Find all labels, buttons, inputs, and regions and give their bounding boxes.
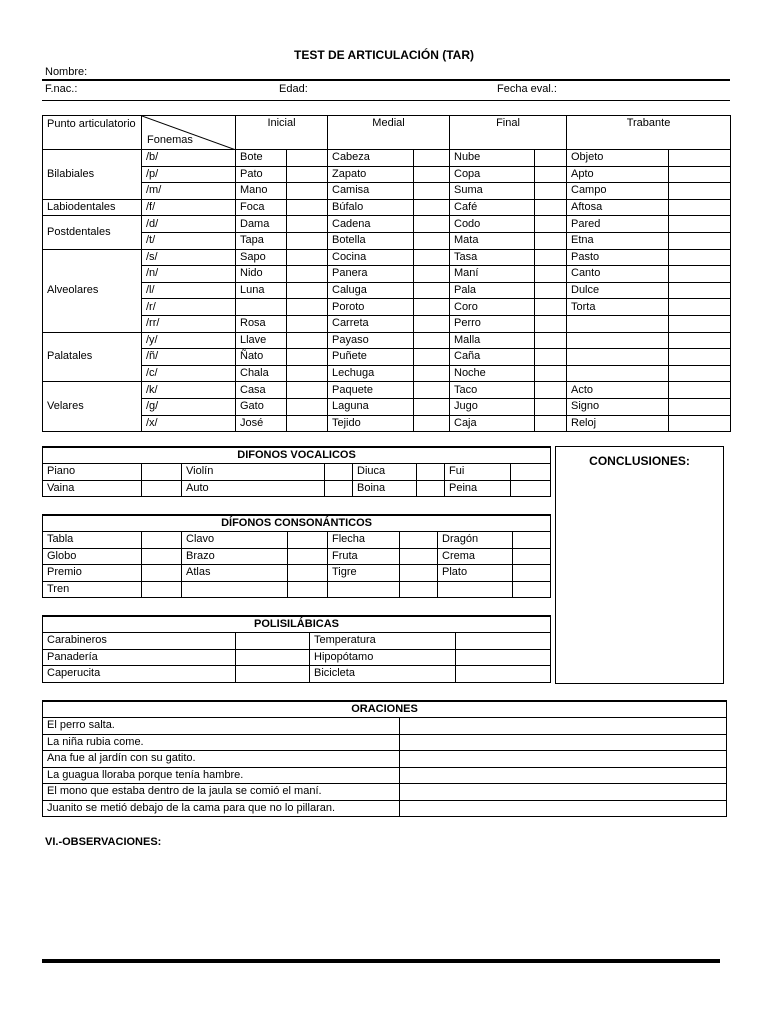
final-word-cell: Caña: [450, 349, 535, 366]
vocalico-word-cell: Diuca: [353, 464, 417, 481]
vocalico-word-cell: Vaina: [43, 480, 142, 497]
inicial-word-cell: Sapo: [236, 249, 287, 266]
inicial-word-cell: Bote: [236, 150, 287, 167]
consonantico-word-cell: [182, 581, 288, 598]
oracion-response-cell[interactable]: [400, 734, 727, 751]
conclusiones-box: [555, 446, 724, 684]
medial-word-cell: Cadena: [328, 216, 414, 233]
page-title: TEST DE ARTICULACIÓN (TAR): [294, 48, 474, 62]
polisilabica-word-cell: Carabineros: [43, 633, 236, 650]
medial-response-cell[interactable]: [414, 232, 450, 249]
table-row: [43, 734, 727, 751]
inicial-response-cell[interactable]: [287, 249, 328, 266]
oracion-response-cell[interactable]: [400, 800, 727, 817]
fecha-eval-label: Fecha eval.:: [497, 83, 557, 95]
vocalico-response-cell[interactable]: [142, 464, 182, 481]
articulation-table: [42, 115, 731, 432]
oracion-response-cell[interactable]: [400, 718, 727, 735]
table-row: [43, 282, 731, 299]
final-word-cell: Perro: [450, 315, 535, 332]
fonema-cell: /k/: [142, 382, 236, 399]
inicial-response-cell[interactable]: [287, 349, 328, 366]
trabante-word-cell: [567, 365, 669, 382]
oracion-response-cell[interactable]: [400, 767, 727, 784]
trabante-word-cell: [567, 315, 669, 332]
trabante-word-cell: Campo: [567, 183, 669, 200]
trabante-response-cell[interactable]: [669, 150, 731, 167]
inicial-response-cell[interactable]: [287, 315, 328, 332]
vocalico-word-cell: Boina: [353, 480, 417, 497]
medial-response-cell[interactable]: [414, 299, 450, 316]
consonantico-word-cell: Brazo: [182, 548, 288, 565]
trabante-response-cell[interactable]: [669, 199, 731, 216]
trabante-response-cell[interactable]: [669, 398, 731, 415]
final-word-cell: Nube: [450, 150, 535, 167]
medial-response-cell[interactable]: [414, 398, 450, 415]
inicial-response-cell[interactable]: [287, 282, 328, 299]
consonantico-response-cell[interactable]: [288, 565, 328, 582]
inicial-word-cell: Pato: [236, 166, 287, 183]
fonemas-header: [142, 116, 236, 150]
final-response-cell[interactable]: [535, 150, 567, 167]
trabante-word-cell: Torta: [567, 299, 669, 316]
trabante-response-cell[interactable]: [669, 365, 731, 382]
vocalico-response-cell[interactable]: [417, 464, 445, 481]
consonantico-word-cell: Tabla: [43, 532, 142, 549]
table-row: [43, 382, 731, 399]
inicial-word-cell: José: [236, 415, 287, 432]
table-row: [43, 649, 551, 666]
table-row: [43, 548, 551, 565]
final-response-cell[interactable]: [535, 199, 567, 216]
final-response-cell[interactable]: [535, 315, 567, 332]
trabante-word-cell: Aftosa: [567, 199, 669, 216]
punto-articulatorio-cell: Labiodentales: [43, 199, 142, 216]
medial-word-cell: Poroto: [328, 299, 414, 316]
trabante-response-cell[interactable]: [669, 232, 731, 249]
oracion-cell: La niña rubia come.: [43, 734, 400, 751]
trabante-word-cell: Dulce: [567, 282, 669, 299]
consonantico-response-cell[interactable]: [400, 581, 438, 598]
consonantico-response-cell[interactable]: [142, 581, 182, 598]
fonema-cell: /r/: [142, 299, 236, 316]
table-row: [43, 767, 727, 784]
table-row: [43, 415, 731, 432]
table-row: [43, 166, 731, 183]
vocalico-word-cell: Fui: [445, 464, 511, 481]
inicial-response-cell[interactable]: [287, 199, 328, 216]
vocalico-response-cell[interactable]: [325, 480, 353, 497]
difonos-consonanticos-title: DÍFONOS CONSONÁNTICOS: [43, 515, 551, 532]
medial-response-cell[interactable]: [414, 199, 450, 216]
trabante-word-cell: [567, 332, 669, 349]
final-response-cell[interactable]: [535, 216, 567, 233]
fnac-row: [42, 81, 730, 101]
table-row: [43, 266, 731, 283]
medial-response-cell[interactable]: [414, 216, 450, 233]
table-row: [43, 315, 731, 332]
inicial-response-cell[interactable]: [287, 166, 328, 183]
polisilabicas-title: POLISILÁBICAS: [43, 616, 551, 633]
final-response-cell[interactable]: [535, 299, 567, 316]
consonantico-word-cell: Clavo: [182, 532, 288, 549]
inicial-response-cell[interactable]: [287, 232, 328, 249]
polisilabica-word-cell: Hipopótamo: [310, 649, 456, 666]
medial-response-cell[interactable]: [414, 166, 450, 183]
consonantico-response-cell[interactable]: [142, 548, 182, 565]
medial-word-cell: Cocina: [328, 249, 414, 266]
difonos-consonanticos-table: [42, 514, 551, 598]
inicial-response-cell[interactable]: [287, 150, 328, 167]
trabante-word-cell: Acto: [567, 382, 669, 399]
medial-response-cell[interactable]: [414, 415, 450, 432]
consonantico-response-cell[interactable]: [513, 565, 551, 582]
inicial-word-cell: Llave: [236, 332, 287, 349]
final-word-cell: Noche: [450, 365, 535, 382]
final-word-cell: Suma: [450, 183, 535, 200]
final-word-cell: Taco: [450, 382, 535, 399]
table-row: [43, 299, 731, 316]
table-row: [43, 365, 731, 382]
final-word-cell: Pala: [450, 282, 535, 299]
fonema-cell: /p/: [142, 166, 236, 183]
final-word-cell: Jugo: [450, 398, 535, 415]
inicial-word-cell: Chala: [236, 365, 287, 382]
medial-response-cell[interactable]: [414, 315, 450, 332]
consonantico-response-cell[interactable]: [513, 532, 551, 549]
inicial-word-cell: Nido: [236, 266, 287, 283]
medial-response-cell[interactable]: [414, 249, 450, 266]
polisilabica-word-cell: Bicicleta: [310, 666, 456, 683]
trabante-response-cell[interactable]: [669, 216, 731, 233]
medial-response-cell[interactable]: [414, 349, 450, 366]
oraciones-title: ORACIONES: [43, 701, 727, 718]
consonantico-response-cell[interactable]: [142, 532, 182, 549]
fonema-cell: /m/: [142, 183, 236, 200]
fonema-cell: /rr/: [142, 315, 236, 332]
final-response-cell[interactable]: [535, 332, 567, 349]
punto-articulatorio-cell: Alveolares: [43, 249, 142, 332]
consonantico-word-cell: Fruta: [328, 548, 400, 565]
trabante-word-cell: Objeto: [567, 150, 669, 167]
inicial-response-cell[interactable]: [287, 415, 328, 432]
polisilabica-word-cell: Temperatura: [310, 633, 456, 650]
inicial-word-cell: Tapa: [236, 232, 287, 249]
consonantico-word-cell: Globo: [43, 548, 142, 565]
vocalico-word-cell: Auto: [182, 480, 325, 497]
polisilabica-response-cell[interactable]: [456, 649, 551, 666]
fonema-cell: /c/: [142, 365, 236, 382]
medial-word-cell: Payaso: [328, 332, 414, 349]
inicial-word-cell: Mano: [236, 183, 287, 200]
table-row: [43, 183, 731, 200]
trabante-word-cell: Etna: [567, 232, 669, 249]
trabante-word-cell: Pasto: [567, 249, 669, 266]
nombre-label: Nombre:: [45, 66, 88, 78]
final-response-cell[interactable]: [535, 349, 567, 366]
inicial-word-cell: Foca: [236, 199, 287, 216]
final-response-cell[interactable]: [535, 282, 567, 299]
oracion-cell: El perro salta.: [43, 718, 400, 735]
fonemas-label: Fonemas: [147, 134, 193, 146]
vocalico-word-cell: Peina: [445, 480, 511, 497]
consonantico-word-cell: [328, 581, 400, 598]
trabante-response-cell[interactable]: [669, 382, 731, 399]
final-response-cell[interactable]: [535, 365, 567, 382]
final-response-cell[interactable]: [535, 415, 567, 432]
medial-word-cell: Zapato: [328, 166, 414, 183]
table-row: [43, 800, 727, 817]
fonema-cell: /g/: [142, 398, 236, 415]
medial-word-cell: Búfalo: [328, 199, 414, 216]
final-word-cell: Copa: [450, 166, 535, 183]
final-response-cell[interactable]: [535, 183, 567, 200]
table-row: [43, 150, 731, 167]
inicial-response-cell[interactable]: [287, 183, 328, 200]
medial-word-cell: Botella: [328, 232, 414, 249]
oraciones-table: [42, 700, 727, 817]
consonantico-response-cell[interactable]: [400, 548, 438, 565]
fnac-label: F.nac.:: [45, 83, 78, 95]
inicial-word-cell: [236, 299, 287, 316]
consonantico-word-cell: [438, 581, 513, 598]
table-row: [43, 232, 731, 249]
consonantico-response-cell[interactable]: [288, 532, 328, 549]
medial-word-cell: Panera: [328, 266, 414, 283]
final-word-cell: Mata: [450, 232, 535, 249]
consonantico-response-cell[interactable]: [513, 548, 551, 565]
punto-articulatorio-cell: Postdentales: [43, 216, 142, 249]
final-response-cell[interactable]: [535, 232, 567, 249]
table-row: [43, 332, 731, 349]
medial-word-cell: Carreta: [328, 315, 414, 332]
medial-response-cell[interactable]: [414, 365, 450, 382]
trabante-word-cell: Reloj: [567, 415, 669, 432]
trabante-response-cell[interactable]: [669, 349, 731, 366]
inicial-word-cell: Luna: [236, 282, 287, 299]
medial-word-cell: Puñete: [328, 349, 414, 366]
medial-response-cell[interactable]: [414, 332, 450, 349]
medial-response-cell[interactable]: [414, 183, 450, 200]
col-header-trabante: Trabante: [567, 116, 731, 150]
table-row: [43, 581, 551, 598]
final-response-cell[interactable]: [535, 249, 567, 266]
medial-response-cell[interactable]: [414, 282, 450, 299]
table-row: [43, 398, 731, 415]
trabante-response-cell[interactable]: [669, 332, 731, 349]
polisilabica-response-cell[interactable]: [456, 666, 551, 683]
table-row: [43, 216, 731, 233]
trabante-response-cell[interactable]: [669, 282, 731, 299]
table-row: [43, 199, 731, 216]
final-word-cell: Tasa: [450, 249, 535, 266]
vocalico-word-cell: Violín: [182, 464, 325, 481]
punto-articulatorio-cell: Bilabiales: [43, 150, 142, 200]
consonantico-response-cell[interactable]: [288, 581, 328, 598]
table-row: [43, 666, 551, 683]
oracion-response-cell[interactable]: [400, 751, 727, 768]
table-row: [43, 532, 551, 549]
consonantico-response-cell[interactable]: [142, 565, 182, 582]
inicial-response-cell[interactable]: [287, 365, 328, 382]
polisilabicas-table: [42, 615, 551, 683]
medial-word-cell: Caluga: [328, 282, 414, 299]
polisilabica-word-cell: Panadería: [43, 649, 236, 666]
table-row: [43, 751, 727, 768]
difonos-vocalicos-table: [42, 446, 551, 497]
vocalico-response-cell[interactable]: [511, 464, 551, 481]
consonantico-word-cell: Dragón: [438, 532, 513, 549]
col-header-inicial: Inicial: [236, 116, 328, 150]
bottom-divider: [42, 959, 720, 963]
medial-response-cell[interactable]: [414, 382, 450, 399]
final-word-cell: Coro: [450, 299, 535, 316]
polisilabica-response-cell[interactable]: [456, 633, 551, 650]
consonantico-word-cell: Atlas: [182, 565, 288, 582]
trabante-word-cell: Canto: [567, 266, 669, 283]
table-row: [43, 633, 551, 650]
polisilabica-response-cell[interactable]: [236, 649, 310, 666]
fonema-cell: /f/: [142, 199, 236, 216]
final-word-cell: Café: [450, 199, 535, 216]
medial-word-cell: Camisa: [328, 183, 414, 200]
consonantico-word-cell: Tren: [43, 581, 142, 598]
inicial-word-cell: Gato: [236, 398, 287, 415]
trabante-word-cell: [567, 349, 669, 366]
table-row: [43, 249, 731, 266]
table-row: [43, 565, 551, 582]
inicial-word-cell: Dama: [236, 216, 287, 233]
observaciones-label: VI.-OBSERVACIONES:: [45, 836, 162, 848]
edad-label: Edad:: [279, 83, 308, 95]
table-row: [43, 464, 551, 481]
trabante-response-cell[interactable]: [669, 315, 731, 332]
col-header-medial: Medial: [328, 116, 450, 150]
medial-word-cell: Lechuga: [328, 365, 414, 382]
consonantico-word-cell: Flecha: [328, 532, 400, 549]
nombre-row: [42, 65, 730, 81]
consonantico-word-cell: Premio: [43, 565, 142, 582]
table-row: [43, 349, 731, 366]
trabante-response-cell[interactable]: [669, 249, 731, 266]
final-word-cell: Caja: [450, 415, 535, 432]
fonema-cell: /l/: [142, 282, 236, 299]
consonantico-response-cell[interactable]: [513, 581, 551, 598]
vocalico-word-cell: Piano: [43, 464, 142, 481]
table-row: [43, 784, 727, 801]
medial-response-cell[interactable]: [414, 266, 450, 283]
consonantico-response-cell[interactable]: [400, 532, 438, 549]
trabante-response-cell[interactable]: [669, 183, 731, 200]
inicial-word-cell: Casa: [236, 382, 287, 399]
consonantico-response-cell[interactable]: [400, 565, 438, 582]
table-row: [43, 718, 727, 735]
medial-word-cell: Paquete: [328, 382, 414, 399]
trabante-response-cell[interactable]: [669, 299, 731, 316]
inicial-response-cell[interactable]: [287, 299, 328, 316]
punto-articulatorio-cell: Velares: [43, 382, 142, 432]
consonantico-response-cell[interactable]: [288, 548, 328, 565]
polisilabica-response-cell[interactable]: [236, 666, 310, 683]
trabante-word-cell: Pared: [567, 216, 669, 233]
final-response-cell[interactable]: [535, 266, 567, 283]
inicial-response-cell[interactable]: [287, 266, 328, 283]
table-row: [43, 480, 551, 497]
consonantico-word-cell: Plato: [438, 565, 513, 582]
conclusiones-label: CONCLUSIONES:: [589, 454, 690, 468]
final-response-cell[interactable]: [535, 166, 567, 183]
fonema-cell: /n/: [142, 266, 236, 283]
punto-articulatorio-header: Punto articulatorio: [43, 116, 142, 150]
inicial-word-cell: Rosa: [236, 315, 287, 332]
medial-word-cell: Cabeza: [328, 150, 414, 167]
fonema-cell: /d/: [142, 216, 236, 233]
medial-response-cell[interactable]: [414, 150, 450, 167]
polisilabica-word-cell: Caperucita: [43, 666, 236, 683]
final-word-cell: Malla: [450, 332, 535, 349]
fonema-cell: /x/: [142, 415, 236, 432]
oracion-cell: Ana fue al jardín con su gatito.: [43, 751, 400, 768]
medial-word-cell: Tejido: [328, 415, 414, 432]
fonema-cell: /s/: [142, 249, 236, 266]
vocalico-response-cell[interactable]: [511, 480, 551, 497]
polisilabica-response-cell[interactable]: [236, 633, 310, 650]
fonema-cell: /t/: [142, 232, 236, 249]
oracion-cell: El mono que estaba dentro de la jaula se comió el maní.: [43, 784, 400, 801]
difonos-vocalicos-title: DIFONOS VOCALICOS: [43, 447, 551, 464]
inicial-response-cell[interactable]: [287, 398, 328, 415]
trabante-response-cell[interactable]: [669, 415, 731, 432]
inicial-word-cell: Ñato: [236, 349, 287, 366]
trabante-response-cell[interactable]: [669, 166, 731, 183]
vocalico-response-cell[interactable]: [142, 480, 182, 497]
consonantico-word-cell: Tigre: [328, 565, 400, 582]
oracion-cell: Juanito se metió debajo de la cama para que no lo pillaran.: [43, 800, 400, 817]
oracion-cell: La guagua lloraba porque tenía hambre.: [43, 767, 400, 784]
final-word-cell: Codo: [450, 216, 535, 233]
inicial-response-cell[interactable]: [287, 382, 328, 399]
final-word-cell: Maní: [450, 266, 535, 283]
consonantico-word-cell: Crema: [438, 548, 513, 565]
punto-articulatorio-cell: Palatales: [43, 332, 142, 382]
medial-word-cell: Laguna: [328, 398, 414, 415]
trabante-word-cell: Apto: [567, 166, 669, 183]
trabante-word-cell: Signo: [567, 398, 669, 415]
final-response-cell[interactable]: [535, 398, 567, 415]
vocalico-response-cell[interactable]: [417, 480, 445, 497]
inicial-response-cell[interactable]: [287, 216, 328, 233]
fonema-cell: /y/: [142, 332, 236, 349]
inicial-response-cell[interactable]: [287, 332, 328, 349]
trabante-response-cell[interactable]: [669, 266, 731, 283]
col-header-final: Final: [450, 116, 567, 150]
fonema-cell: /b/: [142, 150, 236, 167]
oracion-response-cell[interactable]: [400, 784, 727, 801]
final-response-cell[interactable]: [535, 382, 567, 399]
vocalico-response-cell[interactable]: [325, 464, 353, 481]
fonema-cell: /ñ/: [142, 349, 236, 366]
